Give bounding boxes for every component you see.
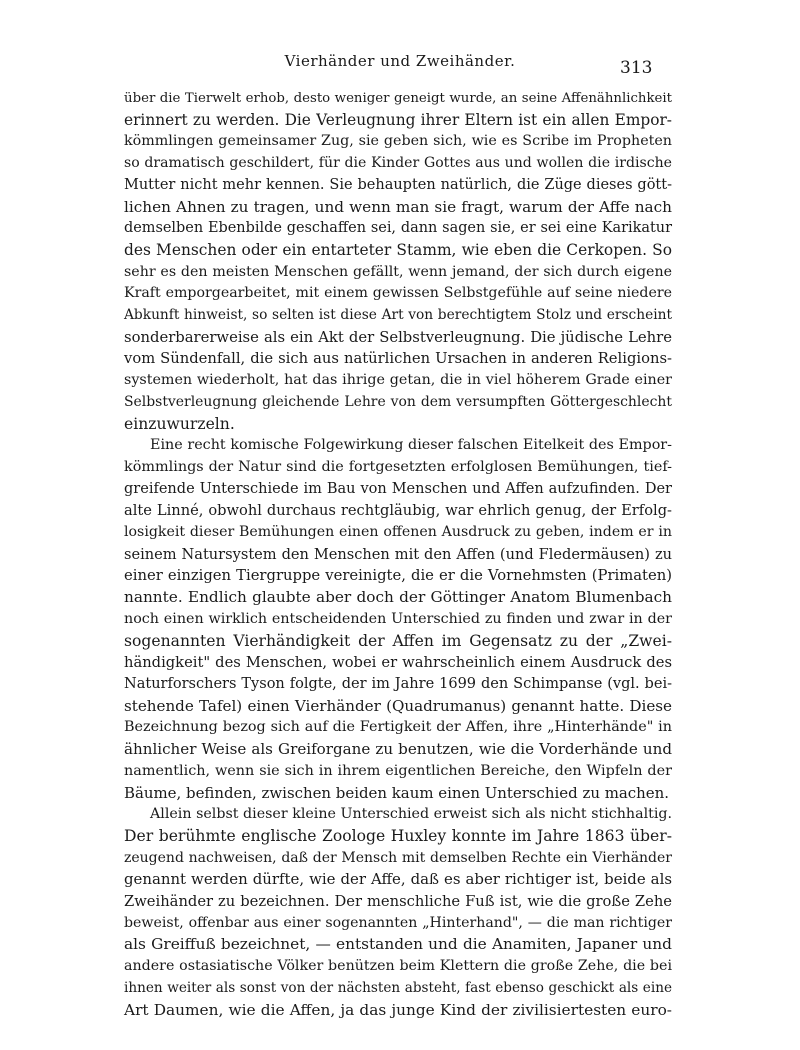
text-line: Abkunft hinweist, so selten ist diese Art von berechtigtem Stolz und erscheint <box>124 307 672 324</box>
text-line: andere ostasiatische Völker benützen beim Klettern die große Zehe, die bei <box>124 958 672 975</box>
text-line: namentlich, wenn sie sich in ihrem eigentlichen Bereiche, den Wipfeln der <box>124 762 672 779</box>
text-line: demselben Ebenbilde geschaffen sei, dann sagen sie, er sei eine Karikatur <box>124 220 672 237</box>
text-line: greifende Unterschiede im Bau von Menschen und Affen aufzufinden. Der <box>124 480 672 497</box>
text-line: seinem Natursystem den Menschen mit den Affen (und Fledermäusen) zu <box>124 545 672 563</box>
text-line: Bäume, befinden, zwischen beiden kaum einen Unterschied zu machen. <box>124 783 669 802</box>
text-line: Zweihänder zu bezeichnen. Der menschliche Fuß ist, wie die große Zehe <box>124 893 672 911</box>
text-line: Art Daumen, wie die Affen, ja das junge Kind der zivilisiertesten euro- <box>124 1000 672 1019</box>
text-line: lichen Ahnen zu tragen, und wenn man sie fragt, warum der Affe nach <box>124 197 672 216</box>
text-line: als Greiffuß bezeichnet, — entstanden und die Anamiten, Japaner und <box>124 935 672 954</box>
text-line: Mutter nicht mehr kennen. Sie behaupten natürlich, die Züge dieses gött- <box>124 176 672 193</box>
text-line: einer einzigen Tiergruppe vereinigte, die er die Vornehmsten (Primaten) <box>124 567 672 585</box>
text-line: Kraft emporgearbeitet, mit einem gewissen Selbstgefühle auf seine niedere <box>124 285 672 302</box>
text-line: nannte. Endlich glaubte aber doch der Göttinger Anatom Blumenbach <box>124 588 672 607</box>
page-number: 313 <box>620 58 653 78</box>
text-line: Allein selbst dieser kleine Unterschied erweist sich als nicht stichhaltig. <box>150 806 672 823</box>
paragraph-2 <box>124 435 672 804</box>
text-line: händigkeit" des Menschen, wobei er wahrscheinlich einem Ausdruck des <box>124 654 672 672</box>
text-line: sogenannten Vierhändigkeit der Affen im Gegensatz zu der „Zwei- <box>124 631 672 650</box>
text-line: beweist, offenbar aus einer sogenannten „Hinterhand", — die man richtiger <box>124 914 672 931</box>
text-line: Naturforschers Tyson folgte, der im Jahre 1699 den Schimpanse (vgl. bei- <box>124 675 672 692</box>
text-line: erinnert zu werden. Die Verleugnung ihrer Eltern ist ein allen Empor- <box>124 110 672 129</box>
text-line: über die Tierwelt erhob, desto weniger geneigt wurde, an seine Affenähnlichkeit <box>124 91 672 106</box>
text-line: kömmlingen gemeinsamer Zug, sie geben sich, wie es Scribe im Propheten <box>124 133 672 150</box>
body-text <box>124 88 672 1021</box>
text-line: alte Linné, obwohl durchaus rechtgläubig, war ehrlich genug, der Erfolg- <box>124 502 672 520</box>
text-line: sehr es den meisten Menschen gefällt, wenn jemand, der sich durch eigene <box>124 263 672 280</box>
text-line: einzuwurzeln. <box>124 414 235 433</box>
text-line: Der berühmte englische Zoologe Huxley konnte im Jahre 1863 über- <box>124 826 672 845</box>
text-line: des Menschen oder ein entarteter Stamm, wie eben die Cerkopen. So <box>124 240 672 259</box>
text-line: vom Sündenfall, die sich aus natürlichen Ursachen in anderen Religions- <box>124 350 672 368</box>
text-line: ähnlicher Weise als Greiforgane zu benutzen, wie die Vorderhände und <box>124 740 672 759</box>
text-line: Bezeichnung bezog sich auf die Fertigkeit der Affen, ihre „Hinterhände" in <box>124 719 672 736</box>
text-line: systemen wiederholt, hat das ihrige getan, die in viel höherem Grade einer <box>124 372 672 389</box>
text-line: stehende Tafel) einen Vierhänder (Quadrumanus) genannt hatte. Diese <box>124 696 672 715</box>
text-line: losigkeit dieser Bemühungen einen offenen Ausdruck zu geben, indem er in <box>124 524 672 541</box>
text-line: noch einen wirklich entscheidenden Unterschied zu finden und zwar in der <box>124 610 672 627</box>
text-line: so dramatisch geschildert, für die Kinder Gottes aus und wollen die irdische <box>124 155 672 172</box>
text-line: genannt werden dürfte, wie der Affe, daß es aber richtiger ist, beide als <box>124 870 672 889</box>
text-line: ihnen weiter als sonst von der nächsten absteht, fast ebenso geschickt als eine <box>124 979 672 996</box>
text-line: Selbstverleugnung gleichende Lehre von dem versumpften Göttergeschlecht <box>124 393 672 410</box>
text-line: zeugend nachweisen, daß der Mensch mit demselben Rechte ein Vierhänder <box>124 849 672 866</box>
running-head: Vierhänder und Zweihänder. <box>284 52 516 70</box>
paragraph-1 <box>124 88 672 435</box>
text-line: sonderbarerweise als ein Akt der Selbstverleugnung. Die jüdische Lehre <box>124 328 672 346</box>
text-line: Eine recht komische Folgewirkung dieser falschen Eitelkeit des Empor- <box>150 437 672 454</box>
text-line: kömmlings der Natur sind die fortgesetzten erfolglosen Bemühungen, tief- <box>124 458 672 475</box>
paragraph-3 <box>124 804 672 1021</box>
